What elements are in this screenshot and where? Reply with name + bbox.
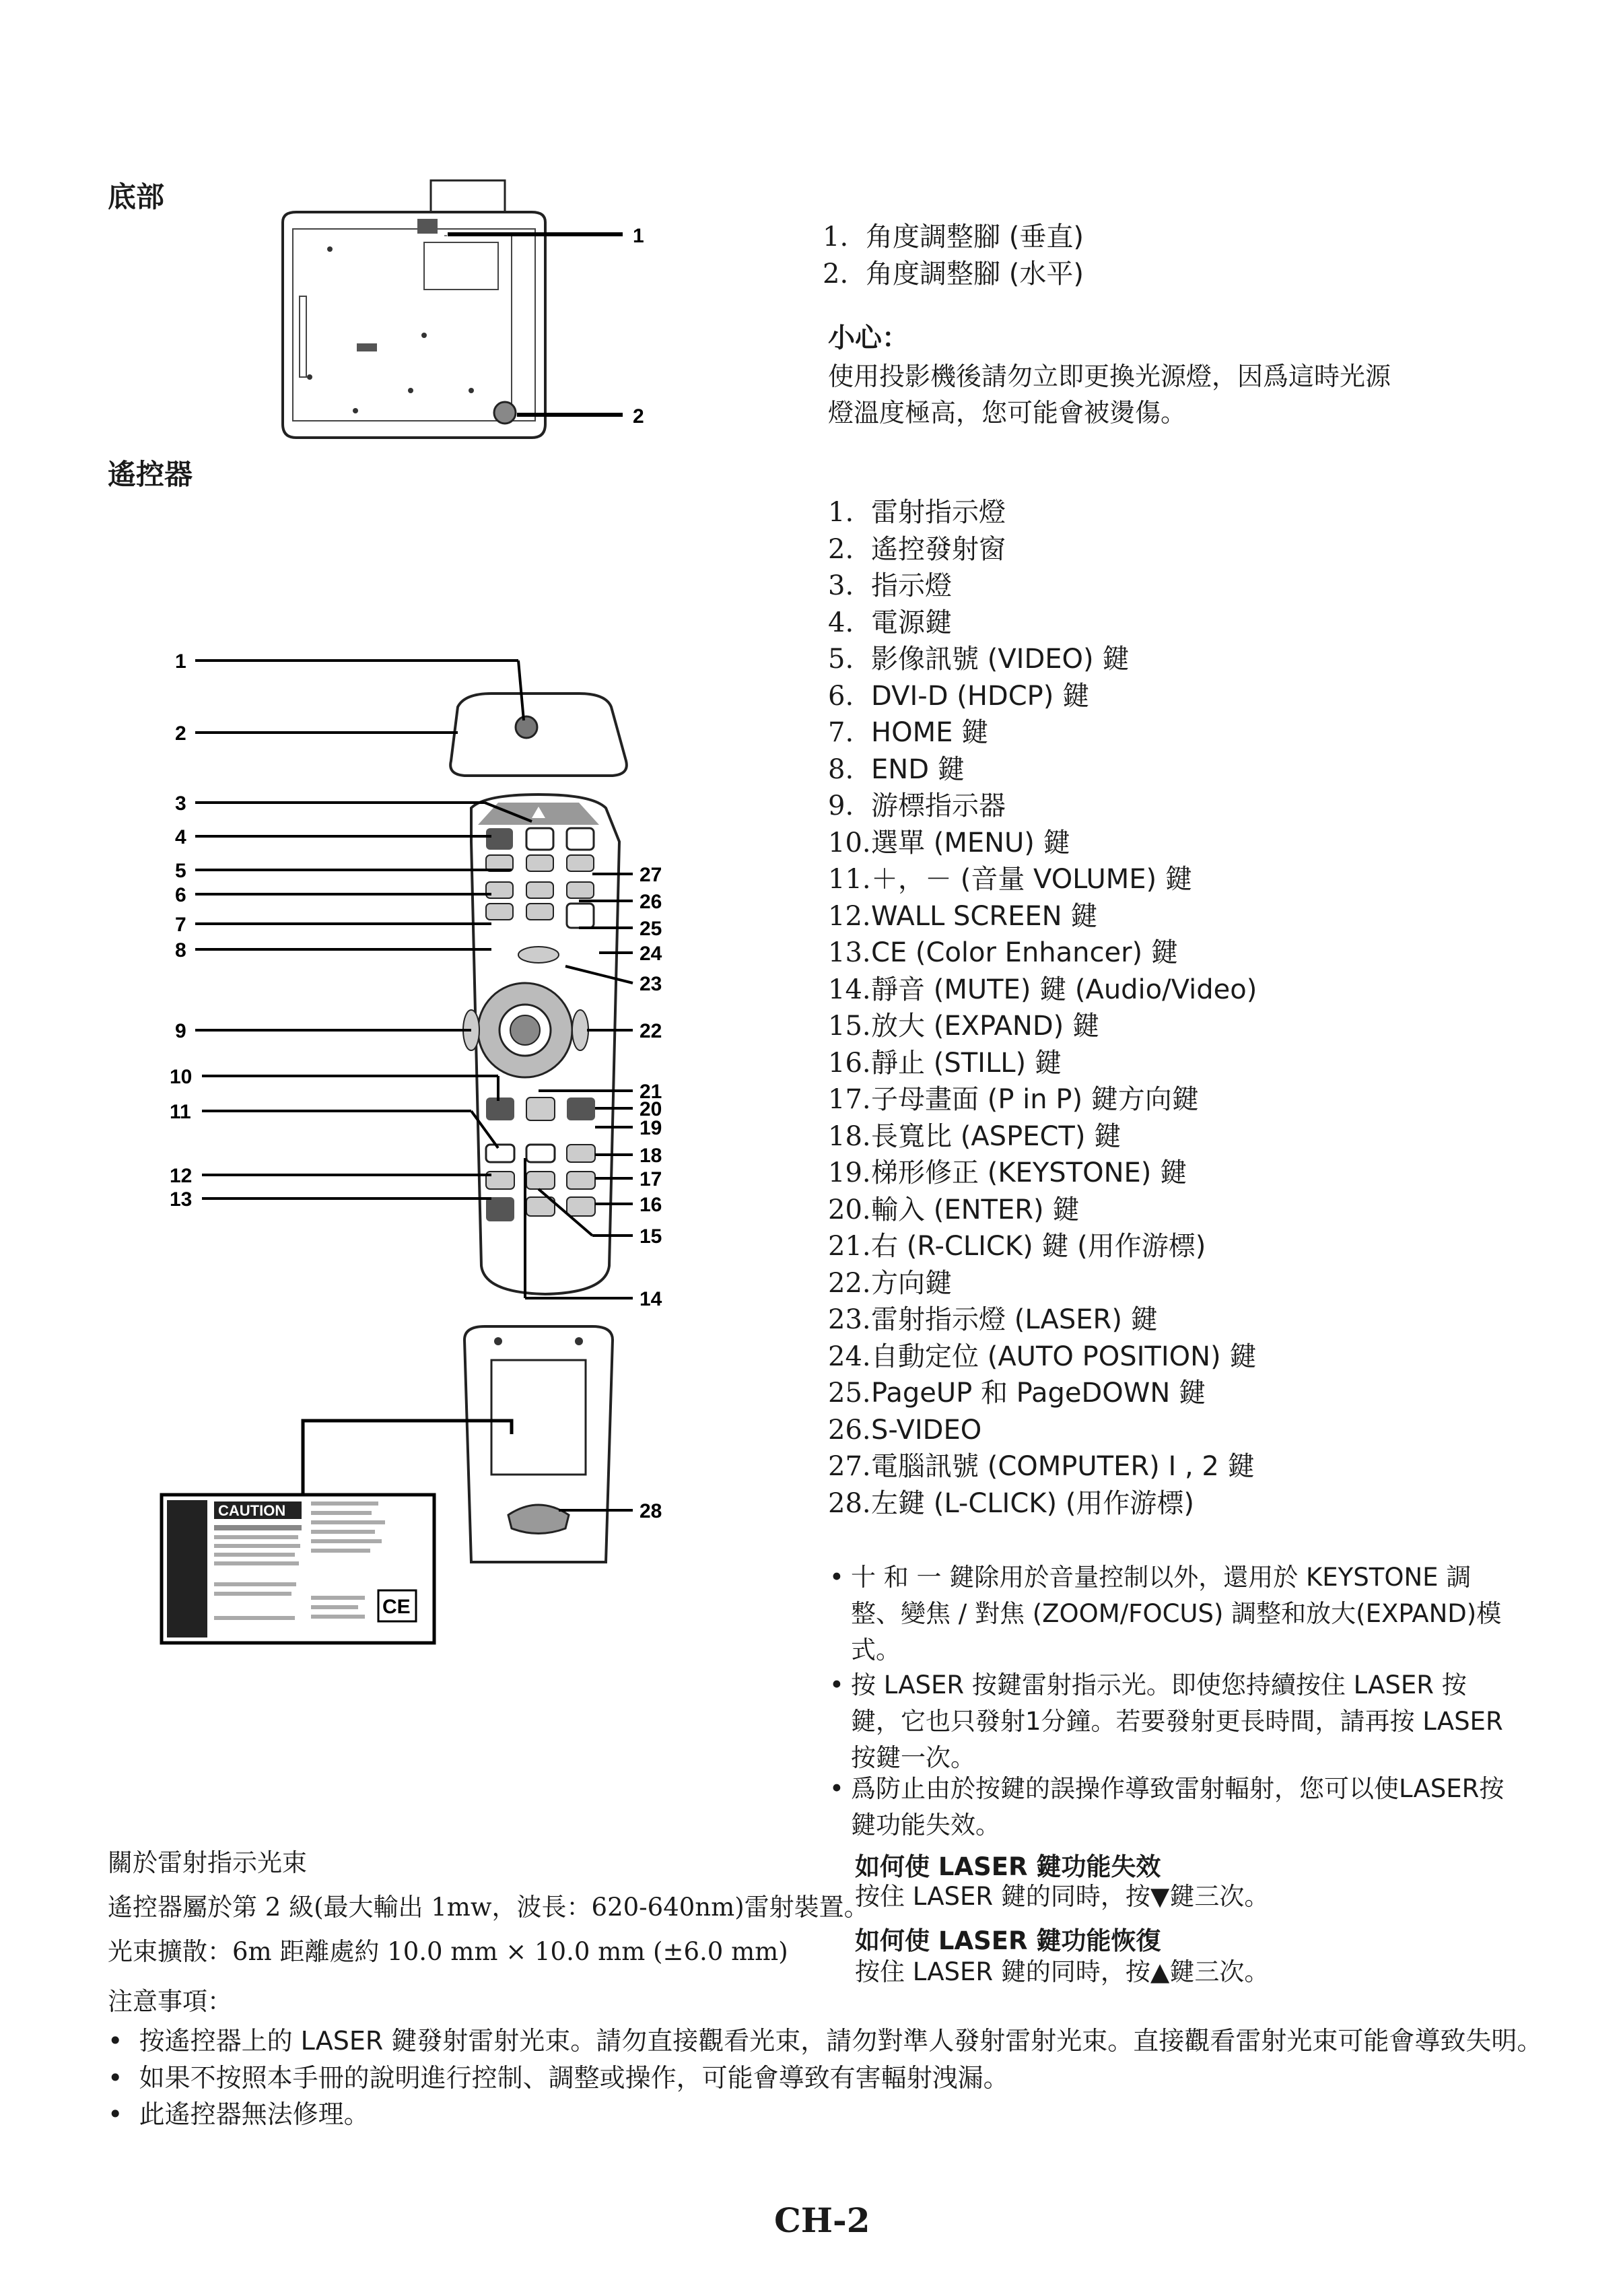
- caution-title: 小心：: [828, 323, 909, 353]
- list-item: 1. 雷射指示燈: [828, 497, 1006, 528]
- note-laser-disable: • 爲防止由於按鍵的誤操作導致雷射輻射，您可以使LASER按 鍵功能失效。: [829, 1774, 1505, 1839]
- remote-callout-9: 9: [175, 1020, 186, 1042]
- list-item: 2. 角度調整腳 (水平): [823, 258, 1084, 290]
- list-item: 21.右 (R-CLICK) 鍵 (用作游標): [828, 1231, 1206, 1262]
- list-item: 8. END 鍵: [828, 753, 965, 785]
- laser-disable-title: 如何使 LASER 鍵功能失效: [855, 1852, 1161, 1881]
- list-item: 6. DVI-D (HDCP) 鍵: [828, 680, 1090, 712]
- laser-info: [108, 1841, 869, 2024]
- remote-callout-14: 14: [640, 1288, 662, 1310]
- remote-callout-28: 28: [640, 1500, 662, 1522]
- remote-callout-7: 7: [175, 914, 186, 936]
- laser-enable-title: 如何使 LASER 鍵功能恢復: [855, 1926, 1161, 1955]
- caution-label-title: CAUTION: [218, 1502, 286, 1519]
- note-volume-keys: • 十 和 一 鍵除用於音量控制以外，還用於 KEYSTONE 調 整、變焦 / 對焦 (ZOOM/FOCUS) 調整和放大(EXPAND)模 式。: [829, 1563, 1502, 1664]
- list-item: 27.電腦訊號 (COMPUTER) I , 2 鍵: [828, 1451, 1255, 1482]
- list-item: 7. HOME 鍵: [828, 717, 989, 748]
- remote-callout-15: 15: [640, 1225, 662, 1248]
- list-item: 5. 影像訊號 (VIDEO) 鍵: [828, 644, 1130, 675]
- remote-callout-19: 19: [640, 1117, 662, 1139]
- list-item: 28.左鍵 (L-CLICK) (用作游標): [828, 1487, 1195, 1519]
- list-item: • 如果不按照本手冊的說明進行控制、調整或操作，可能會導致有害輻射洩漏。: [108, 2062, 1009, 2093]
- list-item: 4. 電源鍵: [828, 607, 952, 638]
- list-item: 1. 角度調整腳 (垂直): [823, 222, 1084, 252]
- list-item: 20.輸入 (ENTER) 鍵: [828, 1194, 1080, 1225]
- list-item: • 此遙控器無法修理。: [108, 2099, 370, 2129]
- remote-callout-23: 23: [640, 973, 662, 995]
- remote-callout-3: 3: [175, 792, 186, 815]
- remote-callout-18: 18: [640, 1145, 662, 1167]
- list-item: 18.長寬比 (ASPECT) 鍵: [828, 1120, 1121, 1152]
- remote-callout-8: 8: [175, 939, 186, 961]
- list-item: 26.S-VIDEO: [828, 1414, 982, 1446]
- list-item: 3. 指示燈: [828, 570, 952, 601]
- laser-enable-text: 按住 LASER 鍵的同時，按▲鍵三次。: [855, 1957, 1270, 1986]
- remote-callout-10: 10: [170, 1066, 193, 1088]
- list-item: 14.靜音 (MUTE) 鍵 (Audio/Video): [828, 974, 1257, 1005]
- list-item: 12.WALL SCREEN 鍵: [828, 900, 1098, 932]
- remote-callout-11: 11: [170, 1101, 191, 1123]
- laser-info-notice: 注意事項：: [108, 1987, 232, 2016]
- remote-parts-list: [828, 494, 1257, 1522]
- list-item: 16.靜止 (STILL) 鍵: [828, 1047, 1062, 1079]
- list-item: 11.＋，－ (音量 VOLUME) 鍵: [828, 864, 1192, 895]
- list-item: 13.CE (Color Enhancer) 鍵: [828, 937, 1178, 968]
- remote-callout-12: 12: [170, 1165, 193, 1187]
- list-item: 25.PageUP 和 PageDOWN 鍵: [828, 1378, 1206, 1409]
- remote-callout-13: 13: [170, 1188, 193, 1211]
- remote-callout-26: 26: [640, 891, 662, 913]
- remote-callout-16: 16: [640, 1194, 662, 1216]
- list-item: • 按遙控器上的 LASER 鍵發射雷射光束。請勿直接觀看光束，請勿對準人發射雷射光束。直接觀看雷射光束可能會導致失明。: [108, 2026, 1543, 2056]
- remote-callout-22: 22: [640, 1020, 662, 1042]
- list-item: 9. 游標指示器: [828, 790, 1006, 821]
- remote-callout-25: 25: [640, 918, 662, 940]
- remote-callout-4: 4: [175, 826, 186, 848]
- remote-callout-20: 20: [640, 1098, 662, 1120]
- list-item: 24.自動定位 (AUTO POSITION) 鍵: [828, 1341, 1257, 1372]
- remote-callout-21: 21: [640, 1081, 662, 1103]
- remote-callout-27: 27: [640, 864, 662, 886]
- laser-info-line2: 光束擴散：6m 距離處約 10.0 mm × 10.0 mm (±6.0 mm): [108, 1937, 788, 1966]
- page-number: CH-2: [774, 2200, 870, 2240]
- remote-control-illustration: [135, 626, 740, 1650]
- list-item: 23.雷射指示燈 (LASER) 鍵: [828, 1304, 1158, 1335]
- list-item: 15.放大 (EXPAND) 鍵: [828, 1011, 1099, 1042]
- laser-info-line1: 遙控器屬於第 2 級(最大輸出 1mw，波長：620-640nm)雷射裝置。: [108, 1893, 869, 1922]
- remote-callout-5: 5: [175, 860, 186, 882]
- list-item: 19.梯形修正 (KEYSTONE) 鍵: [828, 1157, 1187, 1188]
- projector-bottom-illustration: [256, 175, 660, 444]
- list-item: 10.選單 (MENU) 鍵: [828, 827, 1070, 858]
- laser-disable-text: 按住 LASER 鍵的同時，按▼鍵三次。: [855, 1882, 1270, 1911]
- list-item: 17.子母畫面 (P in P) 鍵方向鍵: [828, 1084, 1199, 1115]
- remote-callout-2: 2: [175, 722, 186, 745]
- section-heading-remote: 遙控器: [108, 458, 193, 491]
- remote-callout-1: 1: [175, 650, 186, 673]
- list-item: 2. 遙控發射窗: [828, 533, 1006, 565]
- bottom-callout-2: 2: [633, 405, 644, 428]
- section-heading-bottom: 底部: [108, 180, 165, 213]
- list-item: 22.方向鍵: [828, 1267, 952, 1299]
- remote-callout-6: 6: [175, 884, 186, 906]
- laser-warnings: [108, 2023, 1542, 2133]
- ce-mark: CE: [382, 1596, 411, 1618]
- note-laser-duration: • 按 LASER 按鍵雷射指示光。即使您持續按住 LASER 按 鍵，它也只發射1分鐘。若要發射更長時間，請再按 LASER 按鍵一次。: [829, 1670, 1503, 1772]
- remote-callout-17: 17: [640, 1168, 662, 1190]
- remote-callout-24: 24: [640, 943, 662, 965]
- bottom-parts-list: [823, 219, 1084, 292]
- bottom-callout-1: 1: [633, 225, 644, 247]
- caution-text: 使用投影機後請勿立即更換光源燈，因爲這時光源 燈溫度極高，您可能會被燙傷。: [828, 362, 1391, 428]
- laser-info-title: 關於雷射指示光束: [108, 1848, 307, 1877]
